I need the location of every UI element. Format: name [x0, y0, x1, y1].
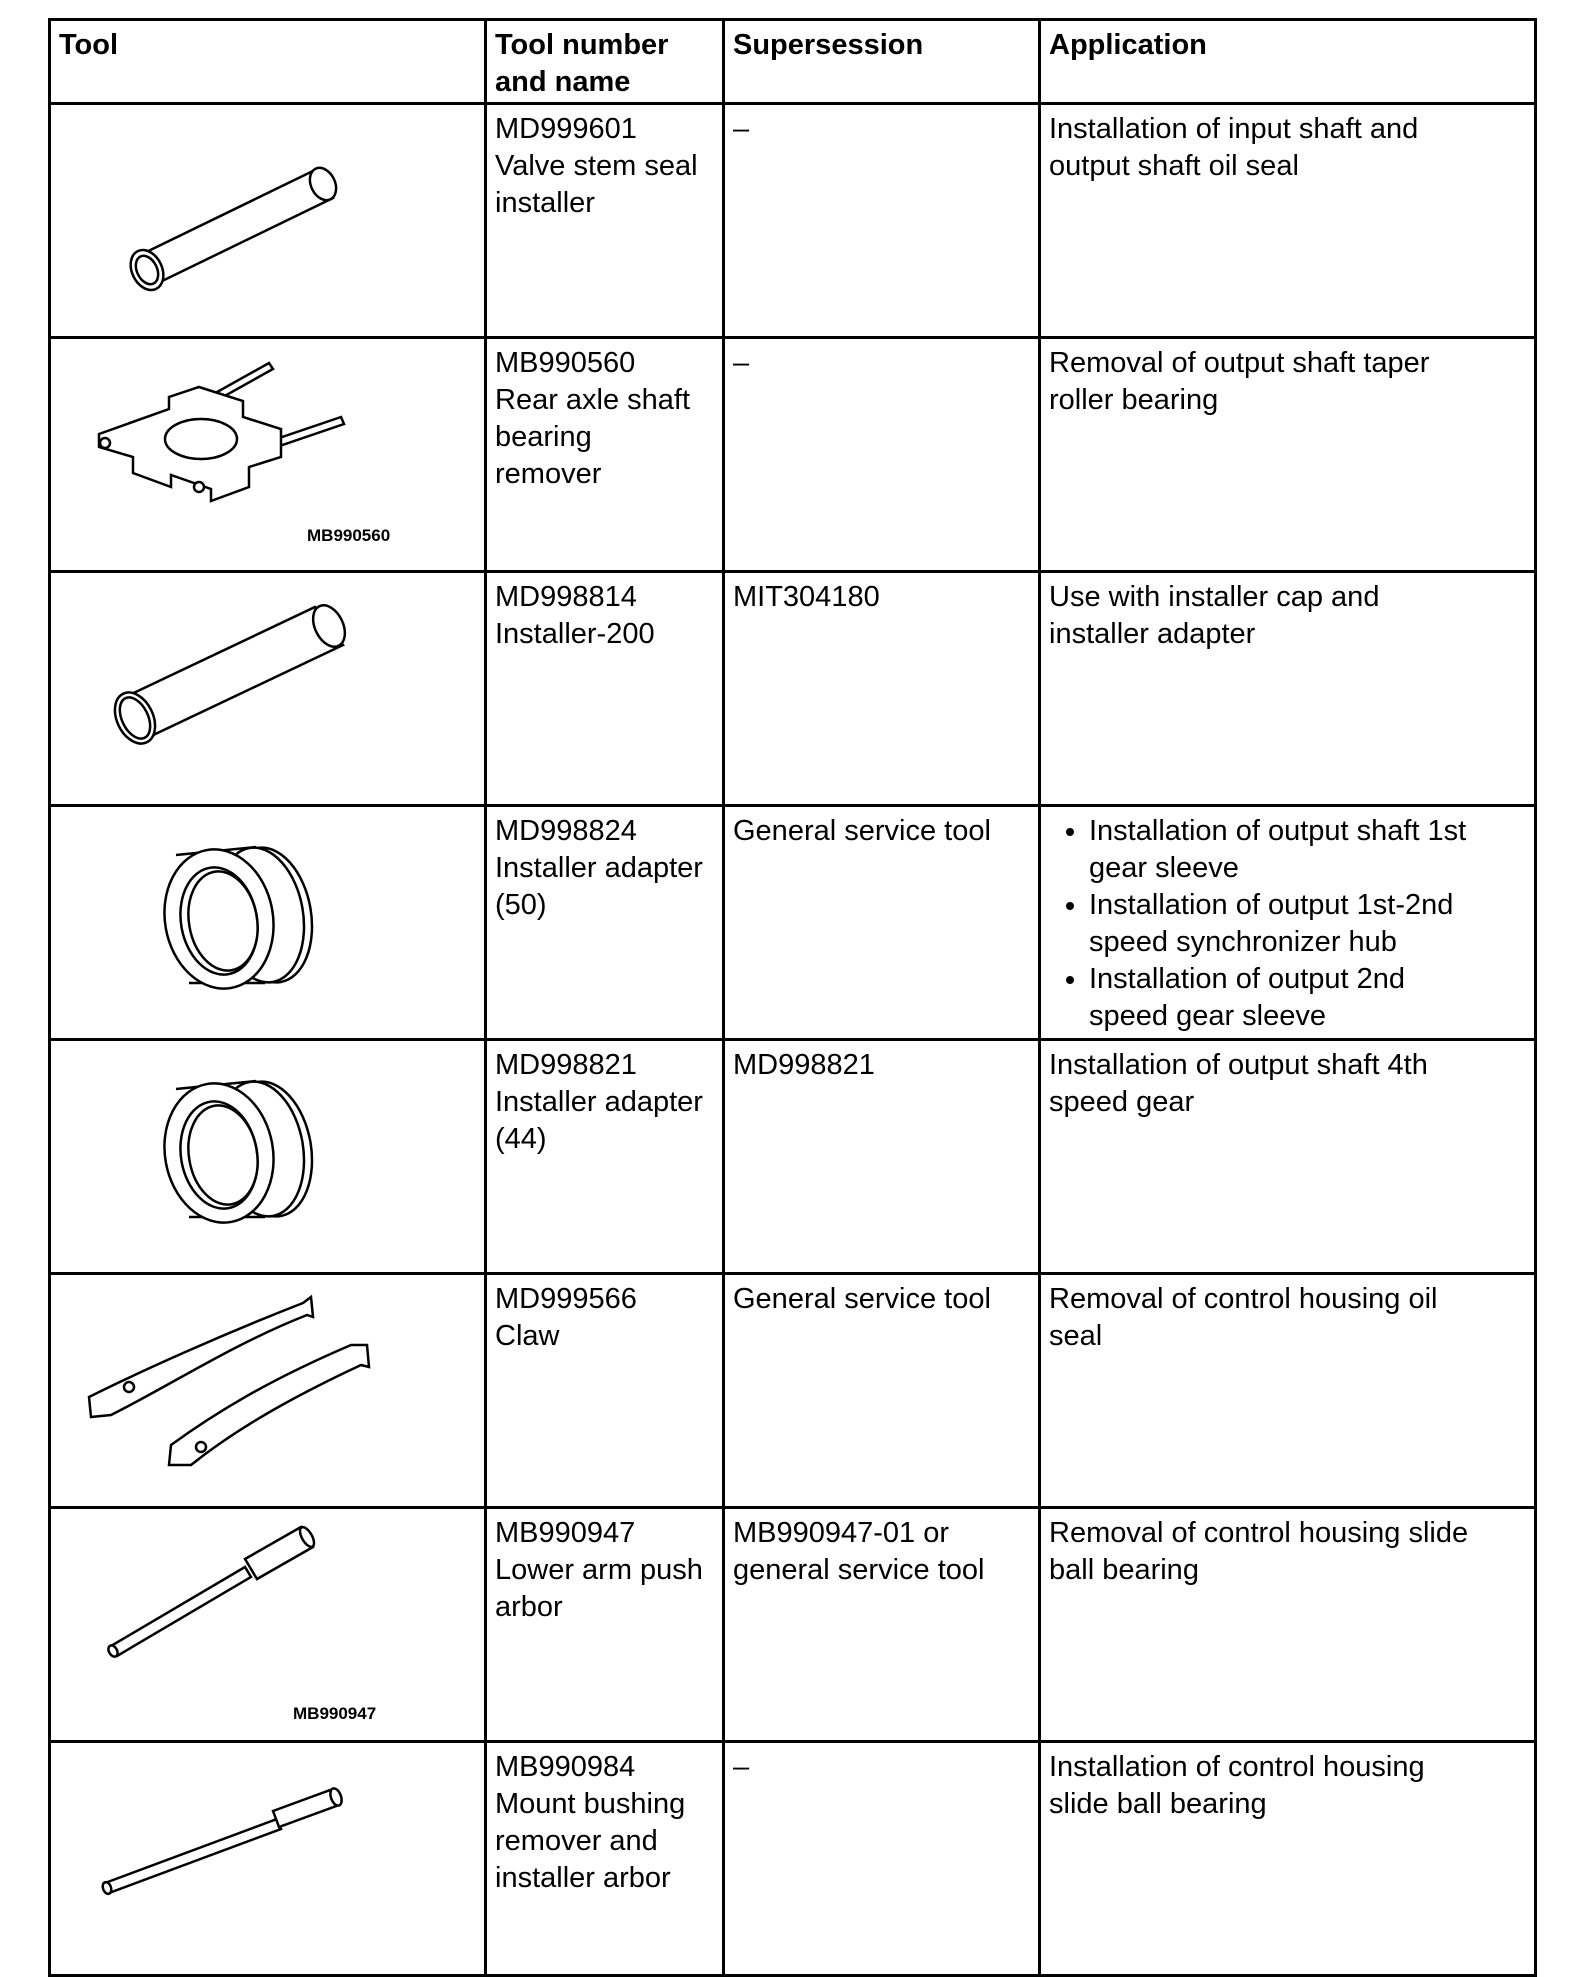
tool-image-cell — [50, 806, 486, 1040]
cell-text-line: Use with installer cap and — [1049, 581, 1380, 613]
bushing-arbor-icon — [51, 1743, 487, 1968]
cell-text-line: installer adapter — [1049, 618, 1256, 650]
table-row — [50, 1742, 1536, 1976]
cell-text-line: installer arbor — [495, 1862, 671, 1894]
cell-text-line: – — [733, 347, 750, 379]
cell-text-line: speed synchronizer hub — [1089, 926, 1397, 958]
table-row — [50, 572, 1536, 806]
cell-text-line: bearing — [495, 421, 592, 453]
cell-text-line: MB990947 — [495, 1517, 636, 1549]
cell-text-line: Removal of control housing oil — [1049, 1283, 1438, 1315]
cell-text-line: Valve stem seal — [495, 150, 698, 182]
application-bullet-item — [1089, 813, 1526, 887]
supersession-cell — [724, 1508, 1040, 1742]
installer-adapter-ring-icon — [51, 807, 487, 1032]
cell-text-line: – — [733, 1751, 750, 1783]
cell-text-line: MD998814 — [495, 581, 637, 613]
cell-text-line: MD998821 — [495, 1049, 637, 1081]
supersession-cell — [724, 1274, 1040, 1508]
tool-number-cell — [486, 1040, 724, 1274]
cell-text-line: speed gear sleeve — [1089, 1000, 1326, 1032]
cell-text-line: MD998821 — [733, 1049, 875, 1081]
cell-text-line: Rear axle shaft — [495, 384, 691, 416]
installer-tube-icon — [51, 573, 487, 798]
installer-adapter-ring-icon — [51, 1041, 487, 1266]
cell-text-line: Removal of output shaft taper — [1049, 347, 1430, 379]
tool-image-caption: MB990560 — [307, 526, 391, 545]
special-tools-table-sheet — [48, 18, 1534, 1964]
cell-text-line: Claw — [495, 1320, 560, 1352]
cell-text-line: speed gear — [1049, 1086, 1195, 1118]
tool-image-cell — [50, 104, 486, 338]
application-bullet-item — [1089, 961, 1526, 1035]
application-cell — [1040, 104, 1536, 338]
cell-text-line: Lower arm push — [495, 1554, 703, 1586]
tool-image-cell — [50, 338, 486, 572]
application-bullet-item — [1089, 887, 1526, 961]
application-cell — [1040, 1040, 1536, 1274]
tool-number-cell — [486, 338, 724, 572]
header-supersession: Supersession — [724, 20, 1040, 104]
cell-text-line: General service tool — [733, 815, 991, 847]
cell-text-line: Mount bushing — [495, 1788, 686, 1820]
cell-text-line: MD998824 — [495, 815, 637, 847]
cell-text-line: • Installation of output 1st-2nd — [1089, 889, 1454, 921]
special-tools-table — [48, 18, 1537, 1977]
cell-text-line: ball bearing — [1049, 1554, 1199, 1586]
cell-text-line: Installer adapter — [495, 852, 703, 884]
cell-text-line: Removal of control housing slide — [1049, 1517, 1469, 1549]
cell-text-line: gear sleeve — [1089, 852, 1239, 884]
table-row — [50, 1040, 1536, 1274]
tool-number-cell — [486, 104, 724, 338]
cell-text-line: MB990560 — [495, 347, 636, 379]
tool-image-cell — [50, 1274, 486, 1508]
supersession-cell — [724, 1742, 1040, 1976]
tool-number-cell — [486, 1742, 724, 1976]
tool-number-cell — [486, 806, 724, 1040]
cell-text-line: remover and — [495, 1825, 658, 1857]
cell-text-line: • Installation of output 2nd — [1089, 963, 1406, 995]
cell-text-line: (50) — [495, 889, 547, 921]
cell-text-line: Installation of control housing — [1049, 1751, 1425, 1783]
tool-image-cell — [50, 1040, 486, 1274]
supersession-cell — [724, 572, 1040, 806]
cell-text-line: (44) — [495, 1123, 547, 1155]
tool-number-cell — [486, 1508, 724, 1742]
table-row — [50, 806, 1536, 1040]
cell-text-line: arbor — [495, 1591, 563, 1623]
application-bullet-list — [1049, 813, 1526, 1035]
tool-number-cell — [486, 1274, 724, 1508]
tube-installer-icon — [51, 105, 487, 330]
tool-image-cell — [50, 1508, 486, 1742]
header-tool-number: Tool number and name — [486, 20, 724, 104]
supersession-cell — [724, 104, 1040, 338]
bearing-remover-icon — [51, 339, 487, 564]
cell-text-line: remover — [495, 458, 602, 490]
cell-text-line: Installer-200 — [495, 618, 655, 650]
application-cell — [1040, 338, 1536, 572]
supersession-cell — [724, 338, 1040, 572]
tool-image-cell — [50, 572, 486, 806]
cell-text-line: seal — [1049, 1320, 1103, 1352]
cell-text-line: Installation of output shaft 4th — [1049, 1049, 1428, 1081]
cell-text-line: MB990947-01 or — [733, 1517, 950, 1549]
cell-text-line: roller bearing — [1049, 384, 1219, 416]
supersession-cell — [724, 1040, 1040, 1274]
cell-text-line: MIT304180 — [733, 581, 880, 613]
table-row — [50, 338, 1536, 572]
application-cell — [1040, 1742, 1536, 1976]
header-row — [50, 20, 1536, 104]
cell-text-line: • Installation of output shaft 1st — [1089, 815, 1467, 847]
application-cell — [1040, 572, 1536, 806]
tool-image-cell — [50, 1742, 486, 1976]
application-cell — [1040, 806, 1536, 1040]
table-row — [50, 104, 1536, 338]
cell-text-line: output shaft oil seal — [1049, 150, 1299, 182]
application-cell — [1040, 1508, 1536, 1742]
tool-image-caption: MB990947 — [293, 1704, 377, 1723]
application-cell — [1040, 1274, 1536, 1508]
table-row — [50, 1274, 1536, 1508]
cell-text-line: Installer adapter — [495, 1086, 703, 1118]
header-tool: Tool — [50, 20, 486, 104]
cell-text-line: MD999566 — [495, 1283, 637, 1315]
claw-pair-icon — [51, 1275, 487, 1500]
cell-text-line: Installation of input shaft and — [1049, 113, 1419, 145]
table-row — [50, 1508, 1536, 1742]
cell-text-line: General service tool — [733, 1283, 991, 1315]
cell-text-line: MD999601 — [495, 113, 637, 145]
header-application: Application — [1040, 20, 1536, 104]
supersession-cell — [724, 806, 1040, 1040]
tool-number-cell — [486, 572, 724, 806]
push-arbor-icon — [51, 1509, 487, 1734]
cell-text-line: MB990984 — [495, 1751, 636, 1783]
cell-text-line: – — [733, 113, 750, 145]
cell-text-line: general service tool — [733, 1554, 985, 1586]
cell-text-line: slide ball bearing — [1049, 1788, 1267, 1820]
cell-text-line: installer — [495, 187, 595, 219]
